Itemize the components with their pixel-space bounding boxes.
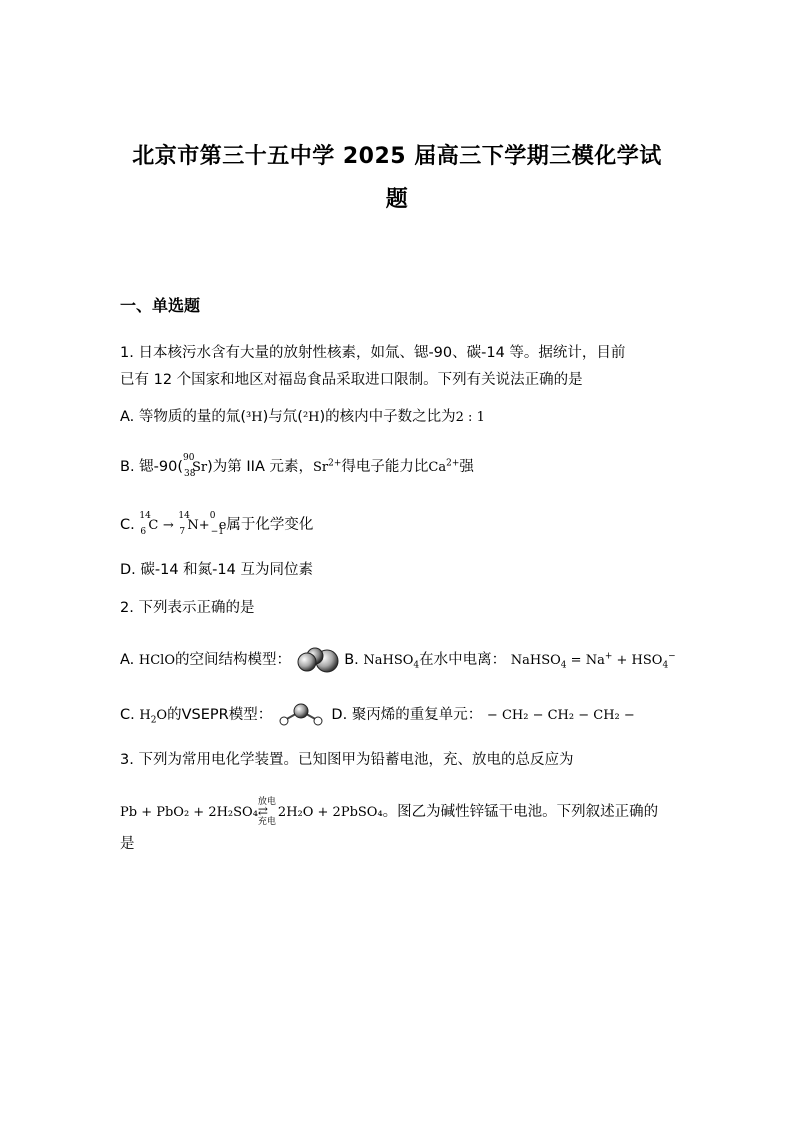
document-title-line-1: 北京市第三十五中学 2025 届高三下学期三模化学试: [132, 144, 662, 169]
q3-stem-line-3: 是: [120, 836, 135, 852]
q2-options-ab: A. HClO的空间结构模型： B. NaHSO$_4$在水中电离： NaHSO$_4$ = $Na^+ + HSO_4^-$: [120, 646, 676, 674]
document-title-line-2: 题: [385, 187, 409, 212]
q1-option-c: C. 14 6 C → 14 7 N+ 0 −1 e属于化学变化: [120, 511, 314, 537]
q1-option-b: B. 锶-90( 90 38 Sr)为第 IIA 元素，$Sr^{2+}$得电子能力比$Ca^{2+}$强: [120, 453, 474, 479]
reversible-reaction-arrow: 放电 ⇄ 充电: [257, 797, 276, 827]
q1-stem-line-2: 已有 12 个国家和地区对福岛食品采取进口限制。下列有关说法正确的是: [120, 372, 583, 388]
q2-stem: 2. 下列表示正确的是: [120, 600, 255, 616]
q2-options-cd: C. $H_2O$的VSEPR模型： D. 聚丙烯的重复单元： − CH₂ − CH₂ − CH₂ −: [120, 702, 635, 728]
q1-option-d: D. 碳-14 和氮-14 互为同位素: [120, 562, 313, 578]
q1-stem-line-1: 1. 日本核污水含有大量的放射性核素，如氚、锶-90、碳-14 等。据统计，目前: [120, 345, 626, 361]
hclo-space-filling-model-icon: [296, 646, 340, 674]
h2o-vsepr-model-icon: [277, 702, 327, 728]
section-heading: 一、单选题: [120, 296, 201, 315]
q1-option-a: A. 等物质的量的氚(³H)与氘(²H)的核内中子数之比为2 : 1: [120, 409, 485, 425]
q3-stem-line-2: Pb + PbO₂ + 2H₂SO₄ 放电 ⇄ 充电 2H₂O + 2PbSO₄。图乙为碱性锌锰干电池。下列叙述正确的: [120, 797, 659, 827]
q3-stem-line-1: 3. 下列为常用电化学装置。已知图甲为铅蓄电池，充、放电的总反应为: [120, 752, 574, 768]
